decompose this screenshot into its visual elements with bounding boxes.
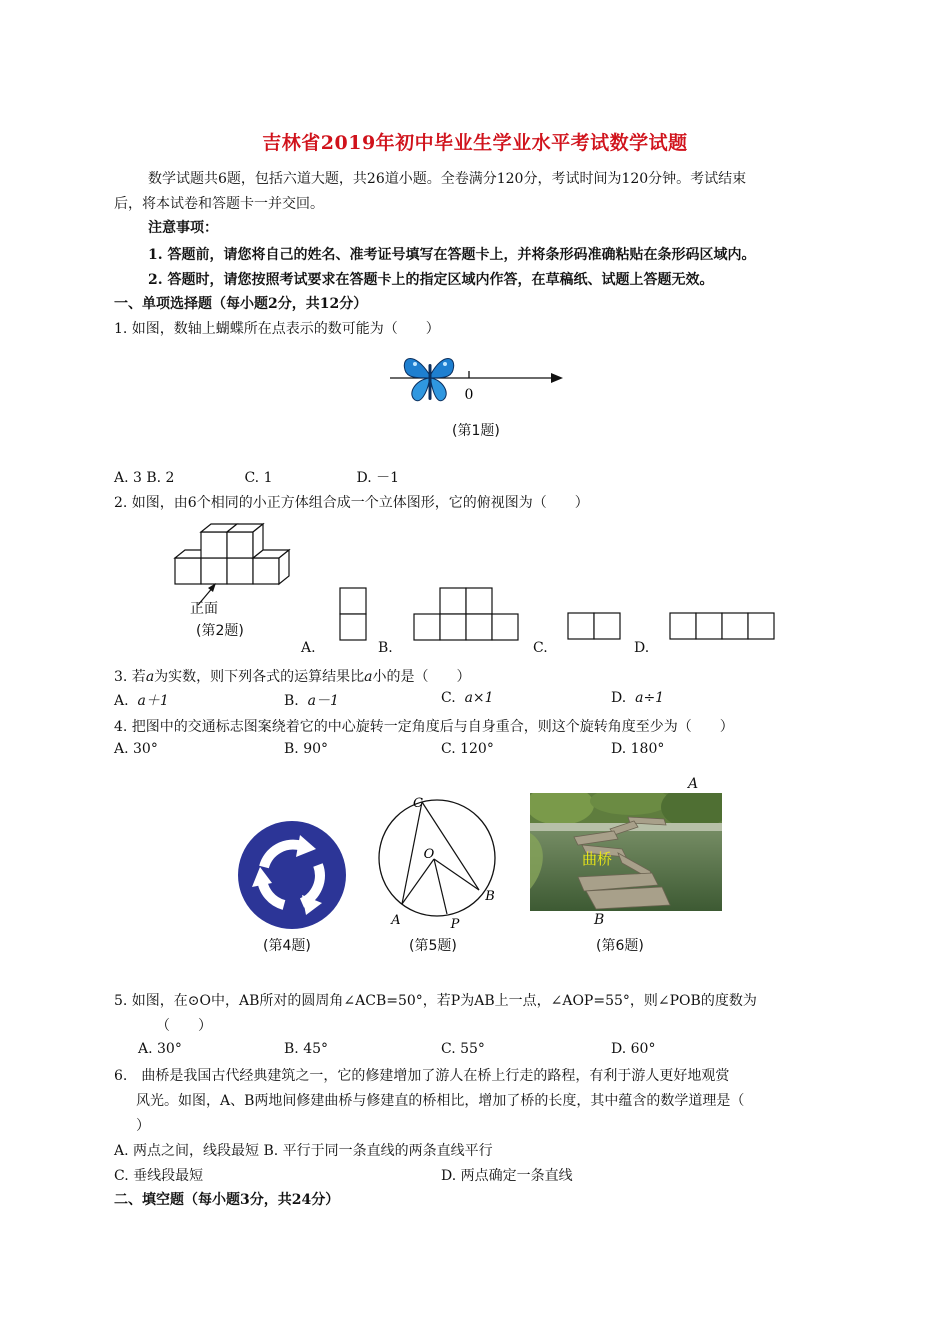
q2-option-b: B. [378,640,393,656]
q2-caption: (第2题) [196,623,244,639]
section-1-heading: 一、单项选择题（每小题2分，共12分） [114,296,368,312]
q3-stem-suffix: 小的是（ ） [372,669,471,685]
notice-heading: 注意事项： [148,220,218,236]
roundabout-sign-icon [236,819,348,931]
q3-option-c [441,690,494,706]
q2-option-d: D. [634,640,650,656]
q4-option-d: D. 180° [611,741,665,757]
q6-caption: (第6题) [596,938,644,954]
q4-option-a: A. 30° [114,741,158,757]
page-title: 吉林省2019年初中毕业生学业水平考试数学试题 [262,132,688,154]
q3-option-d [611,690,664,706]
q2-front-label: 正面 [190,601,218,617]
q3-option-a [114,690,169,710]
q3-stem-prefix: 3. 若 [114,669,146,685]
q6-point-a-label: A [688,776,699,792]
q1-options: A. 3 B. 2 C. 1 D. －1 [114,470,400,486]
q5-label-b: B [485,889,495,904]
q3-option-d-label: D. [611,690,627,706]
q5-option-a: A. 30° [138,1041,182,1057]
q6-option-d: D. 两点确定一条直线 [441,1168,573,1184]
q4-caption: (第4题) [263,938,311,954]
q5-circle-figure [372,790,502,935]
q5-label-a: A [391,913,401,928]
q6-photo-label: 曲桥 [582,850,613,868]
q3-option-a-expr: a＋1 [137,693,169,709]
q4-option-c: C. 120° [441,741,494,757]
q1-number-line-figure [385,350,570,405]
q4-stem: 4. 把图中的交通标志图案绕着它的中心旋转一定角度后与自身重合，则这个旋转角度至少为（ ） [114,719,734,735]
q5-paren: （ ） [156,1018,212,1034]
q3-option-c-expr: a×1 [464,690,494,706]
q2-option-a-figure [339,585,369,641]
q6-stem-line-1: 6. 曲桥是我国古代经典建筑之一，它的修建增加了游人在桥上行走的路程，有利于游人更好地观赏 [114,1068,730,1084]
q5-label-c: C [413,796,423,811]
q6-bridge-photo [530,793,722,911]
q6-options-ab: A. 两点之间，线段最短 B. 平行于同一条直线的两条直线平行 [114,1143,493,1159]
q6-stem-line-2: 风光。如图，A、B两地间修建曲桥与修建直的桥相比，增加了桥的长度，其中蕴含的数学道理是（ [136,1093,745,1109]
q6-point-b-label: B [594,912,605,928]
intro-line-1: 数学试题共6题，包括六道大题，共26道小题。全卷满分120分，考试时间为120分钟。考试结束 [148,171,747,187]
q3-stem-var: a [145,669,155,685]
q3-stem-mid: 为实数，则下列各式的运算结果比 [154,669,365,685]
intro-line-2: 后，将本试卷和答题卡一并交回。 [114,196,324,212]
q5-stem: 5. 如图，在⊙O中，AB所对的圆周角∠ACB=50°，若P为AB上一点，∠AOP=55°，则∠POB的度数为 [114,993,757,1009]
q2-option-c-figure [567,611,625,641]
q2-option-b-figure [412,585,524,641]
q5-option-d: D. 60° [611,1041,656,1057]
q3-option-b [284,690,339,710]
q2-option-d-figure [668,611,780,641]
q2-option-a: A. [301,640,316,656]
q1-stem: 1. 如图，数轴上蝴蝶所在点表示的数可能为（ ） [114,321,440,337]
q3-option-b-label: B. [284,693,299,709]
section-2-heading: 二、填空题（每小题3分，共24分） [114,1192,340,1208]
q5-caption: (第5题) [409,938,457,954]
q5-option-c: C. 55° [441,1041,485,1057]
q6-option-c: C. 垂线段最短 [114,1168,204,1184]
q2-option-c: C. [533,640,548,656]
q1-caption: (第1题) [452,423,500,439]
q2-stem: 2. 如图，由6个相同的小正方体组合成一个立体图形，它的俯视图为（ ） [114,495,589,511]
q5-option-b: B. 45° [284,1041,329,1057]
q5-label-o: O [423,847,435,862]
q3-stem-var2: a [364,669,373,685]
notice-1: 1. 答题前，请您将自己的姓名、准考证号填写在答题卡上，并将条形码准确粘贴在条形码区域内。 [148,247,756,263]
q4-option-b: B. 90° [284,741,329,757]
q6-stem-line-3: ） [136,1118,150,1134]
q5-label-p: P [450,917,460,932]
q3-option-d-expr: a÷1 [635,690,665,706]
notice-2: 2. 答题时，请您按照考试要求在答题卡上的指定区域内作答，在草稿纸、试题上答题无效。 [148,272,714,288]
q3-option-b-expr: a－1 [307,693,339,709]
q3-option-a-label: A. [114,693,129,709]
q3-stem [114,666,471,686]
q2-cube-figure [168,522,298,614]
q3-option-c-label: C. [441,690,456,706]
butterfly-icon [404,359,453,401]
q1-zero-label: 0 [464,387,474,403]
